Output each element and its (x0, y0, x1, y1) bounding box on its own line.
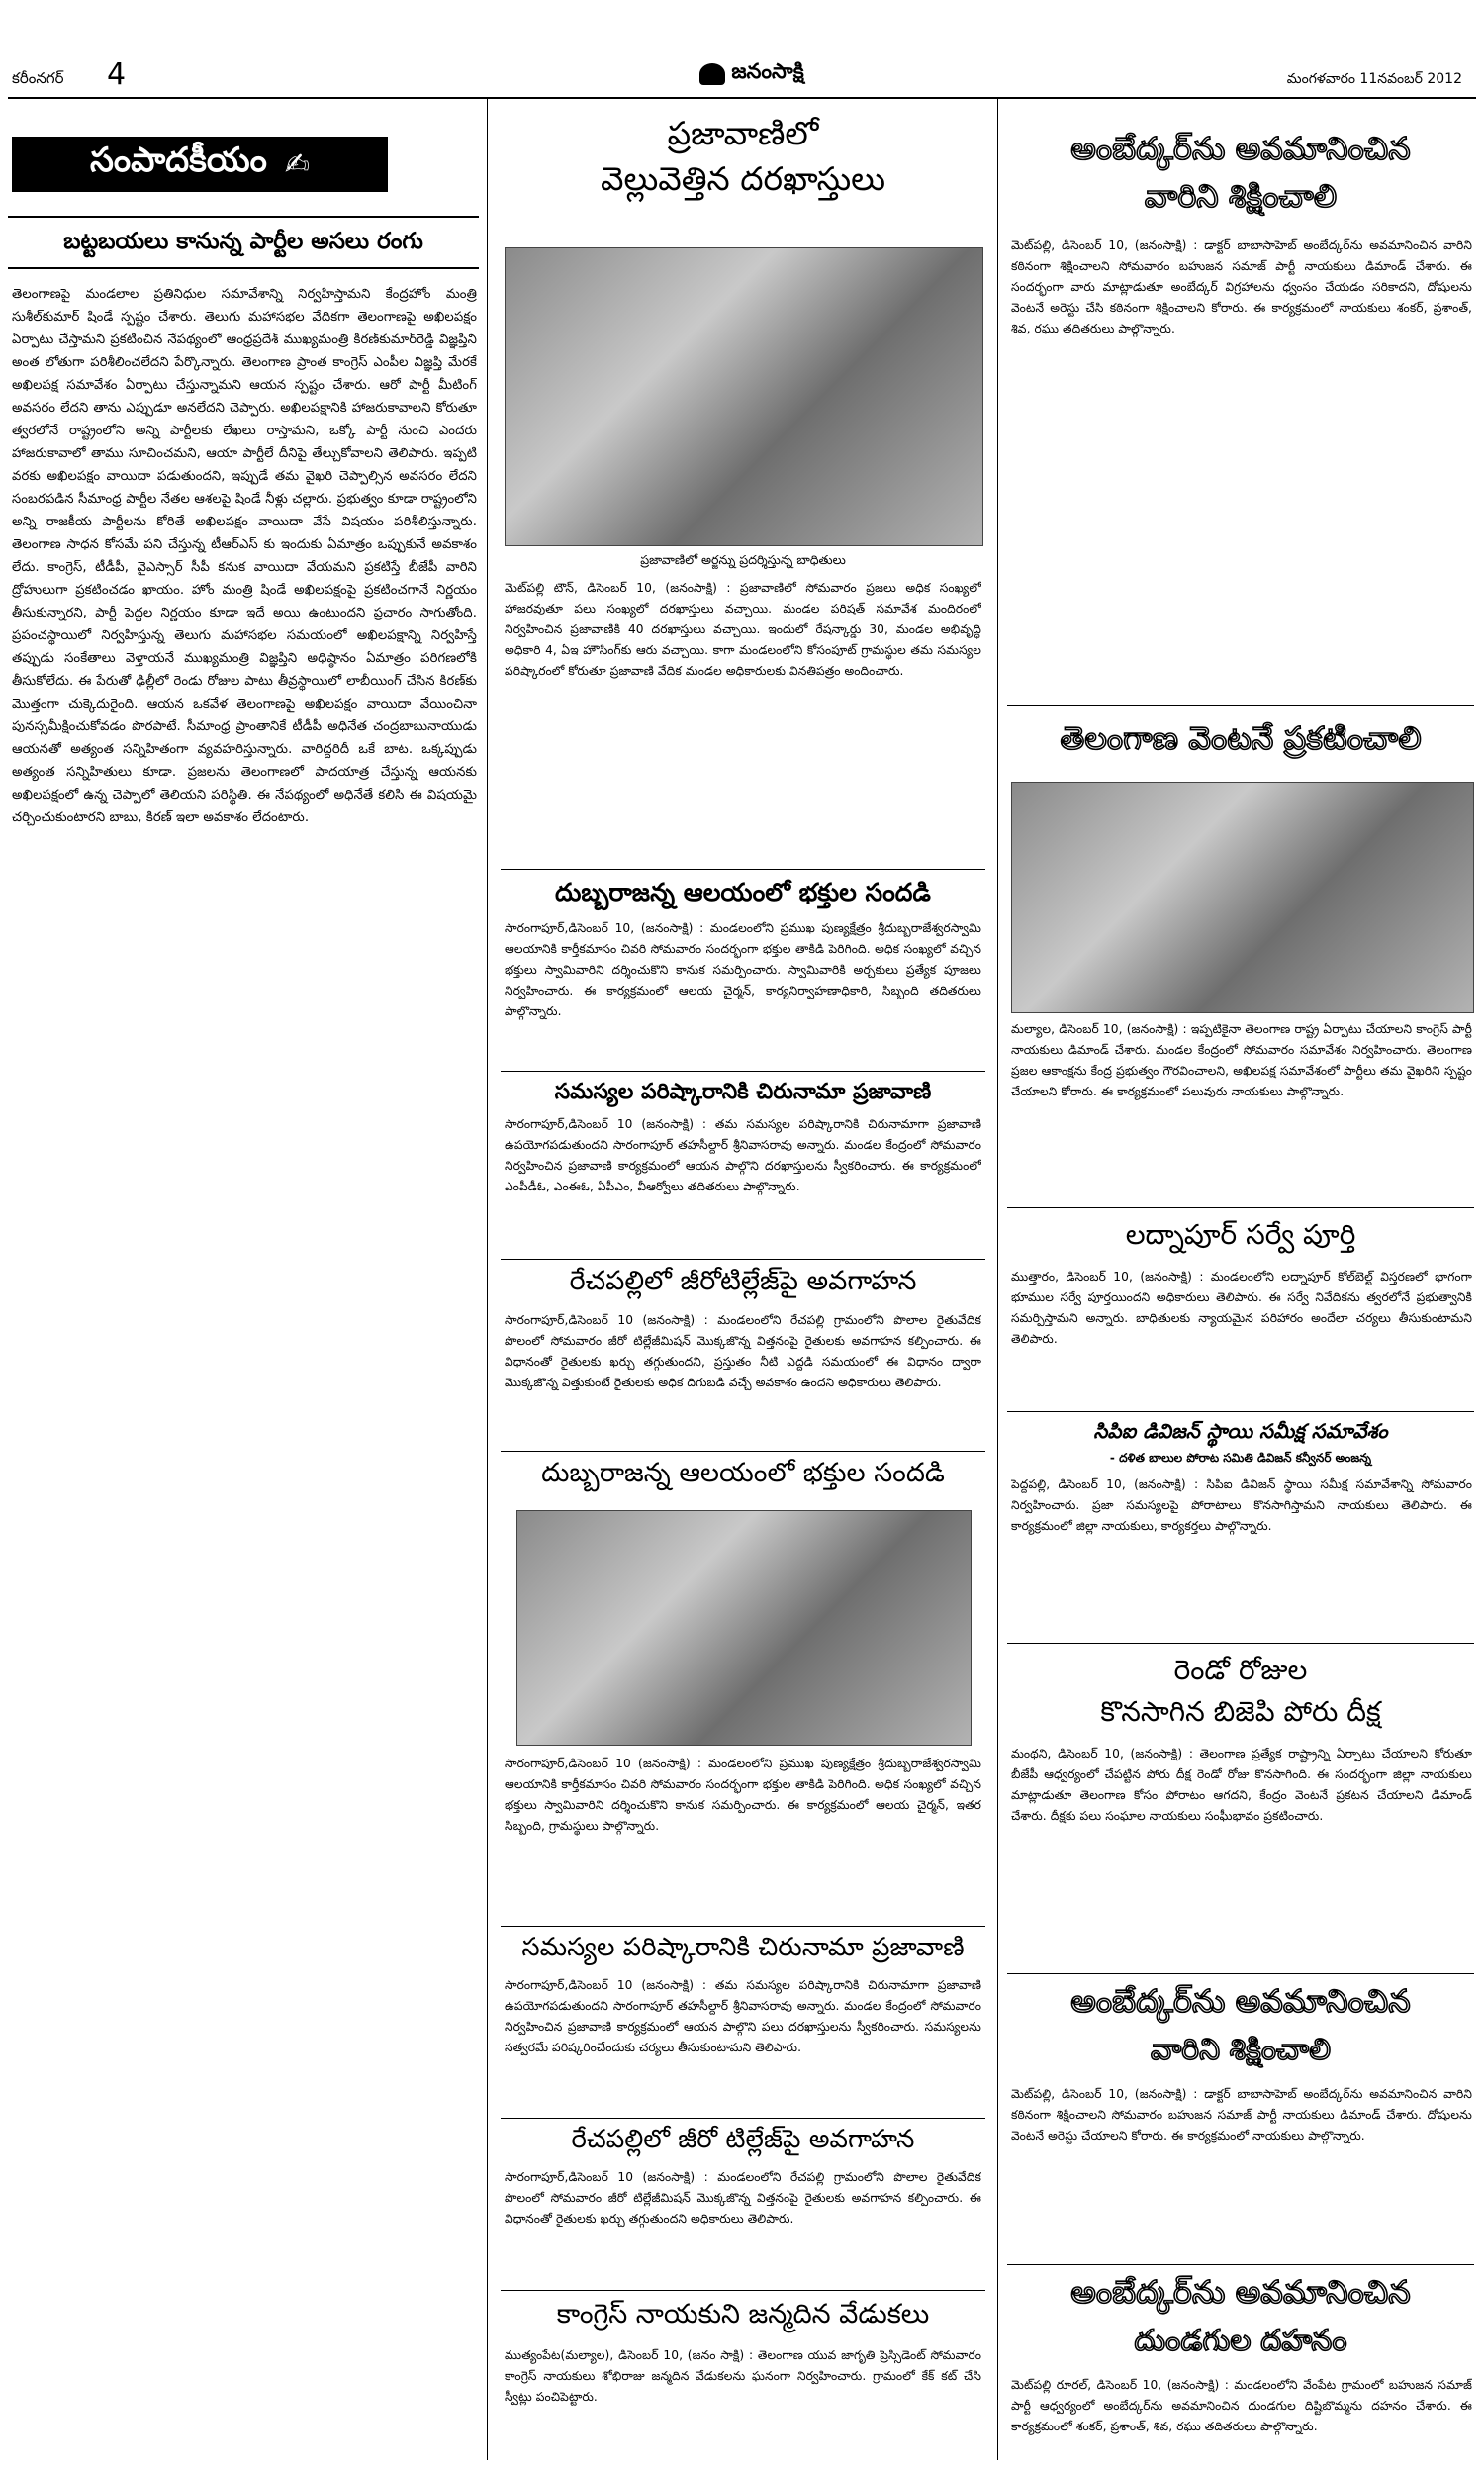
telangana-body: మల్యాల, డిసెంబర్ 10, (జనంసాక్షి) : ఇప్పటికైనా తెలంగాణ రాష్ట్ర ఏర్పాటు చేయాలని కాంగ్రెస్ పార్టీ నాయకులు డిమాండ్ చేశారు. మండల కేంద్రంలో సోమవారం సమావేశం నిర్వహించారు. తెలంగాణ ప్రజల ఆకాంక్షను కేంద్ర ప్రభుత్వం గౌరవించాలని, అఖిలపక్ష సమావేశంలో పార్టీలు తమ వైఖరిని స్పష్టం చేయాలని కోరారు. ఈ కార్యక్రమంలో పలువురు నాయకులు పాల్గొన్నారు. (1011, 1022, 1472, 1098)
divider-1 (501, 869, 985, 870)
prajavani-photo (505, 247, 983, 546)
zerotillage2-headline: రేచపల్లిలో జీరో టిల్లేజ్‌పై అవగాహన (571, 2125, 915, 2154)
dubbarajanna1-body: సారంగాపూర్,డిసెంబర్ 10, (జనంసాక్షి) : మండలంలోని ప్రముఖ పుణ్యక్షేత్రం శ్రీదుబ్బరాజేశ్వరస్వామి ఆలయానికి కార్తీకమాసం చివరి సోమవారం సందర్భంగా భక్తుల తాకిడి పెరిగింది. అధిక సంఖ్యలో వచ్చిన భక్తులు స్వామివారిని దర్శించుకొని కానుక సమర్పించారు. స్వామివారికి అర్చకులు ప్రత్యేక పూజలు నిర్వహించారు. ఈ కార్యక్రమంలో ఆలయ చైర్మన్, కార్యనిర్వాహణాధికారి, సిబ్బంది తదితరులు పాల్గొన్నారు. (505, 921, 981, 1018)
divider-4 (501, 1451, 985, 1452)
divider-r2 (1007, 1207, 1474, 1208)
ambedkar2-headline-line1: అంబేద్కర్‌ను అవమానించిన (1070, 1982, 1411, 2020)
prajavani3-body: సారంగాపూర్,డిసెంబర్ 10 (జనంసాక్షి) : తమ సమస్యల పరిష్కారానికి చిరునామాగా ప్రజావాణి ఉపయోగపడుతుందని సారంగాపూర్ తహసీల్దార్ శ్రీనివాసరావు అన్నారు. మండల కేంద్రంలో సోమవారం నిర్వహించిన ప్రజావాణి కార్యక్రమంలో ఆయన పాల్గొని పలు దరఖాస్తులను స్వీకరించారు. సమస్యలను సత్వరమే పరిష్కరించేందుకు చర్యలు తీసుకుంటామని తెలిపారు. (505, 1978, 981, 2054)
right-column (1003, 99, 1478, 2464)
review-meeting-subhead: - దళిత బాలుల పోరాట సమితి డివిజన్ కన్వీనర్ అంజన్న (1109, 1451, 1372, 1465)
masthead-emblem-icon (699, 63, 725, 85)
zerotillage1-body: సారంగాపూర్,డిసెంబర్ 10 (జనంసాక్షి) : మండలంలోని రేచపల్లి గ్రామంలోని పొలాల రైతువేదిక పొలంలో సోమవారం జీరో టిల్లేజీమిషన్ మొక్కజొన్న విత్తనంపై రైతులకు అవగాహన కల్పించారు. ఈ విధానంతో రైతులకు ఖర్చు తగ్గుతుందని, ప్రస్తుతం నీటి ఎద్దడి సమయంలో ఈ విధానం ద్వారా మొక్కజొన్న విత్తుకుంటే రైతులకు అధిక దిగుబడి వచ్చే అవకాశం ఉందని అధికారులు తెలిపారు. (505, 1313, 981, 1389)
editorial-section (0, 99, 485, 2464)
ambedkar2-headline-line2: వారిని శిక్షించాలి (1150, 2033, 1332, 2067)
ambedkar3-headline-line1: అంబేద్కర్‌ను అవమానించిన (1070, 2273, 1411, 2311)
editorial-rule-top (8, 216, 479, 218)
bjp-deeksha-headline-line1: రెండో రోజుల (1173, 1654, 1308, 1686)
editorial-rule-bottom (8, 267, 479, 269)
edition-label: కరీంనగర్ (12, 69, 64, 87)
pen-icon: ✍ (284, 146, 310, 182)
survey-headline: లద్నాపూర్ సర్వే పూర్తి (1125, 1218, 1356, 1251)
divider-7 (501, 2290, 985, 2291)
ambedkar1-body: మెట్‌పల్లి, డిసెంబర్ 10, (జనంసాక్షి) : డాక్టర్ బాబాసాహెబ్ అంబేద్కర్‌ను అవమానించిన వారిని కఠినంగా శిక్షించాలని సోమవారం బహుజన సమాజ్ పార్టీ నాయకులు డిమాండ్ చేశారు. ఈ సందర్భంగా వారు మాట్లాడుతూ అంబేద్కర్ విగ్రహాలను ధ్వంసం చేయడం సరికాదని, దోషులను వెంటనే అరెస్టు చేసి కఠినంగా శిక్షించాలని కోరారు. ఈ కార్యక్రమంలో నాయకులు శంకర్, ప్రశాంత్, శివ, రఘు తదితరులు పాల్గొన్నారు. (1011, 238, 1472, 335)
prajavani3-headline: సమస్యల పరిష్కారానికి చిరునామా ప్రజావాణి (521, 1933, 965, 1962)
ambedkar3-body: మెట్‌పల్లి రూరల్, డిసెంబర్ 10, (జనంసాక్షి) : మండలంలోని వేంపేట గ్రామంలో బహుజన సమాజ్ పార్టీ ఆధ్వర్యంలో అంబేద్కర్‌ను అవమానించిన దుండగుల దిష్టిబొమ్మను దహనం చేశారు. ఈ కార్యక్రమంలో శంకర్, ప్రశాంత్, శివ, రఘు తదితరులు పాల్గొన్నారు. (1011, 2378, 1472, 2433)
divider-r4 (1007, 1643, 1474, 1644)
editorial-headline: బట్టబయలు కానున్న పార్టీల అసలు రంగు (63, 229, 423, 254)
dubbarajanna2-body: సారంగాపూర్,డిసెంబర్ 10 (జనంసాక్షి) : మండలంలోని ప్రముఖ పుణ్యక్షేత్రం శ్రీదుబ్బరాజేశ్వరస్వామి ఆలయానికి కార్తీకమాసం చివరి సోమవారం సందర్భంగా భక్తుల తాకిడి పెరిగింది. అధిక సంఖ్యలో వచ్చిన భక్తులు స్వామివారిని దర్శించుకొని కానుక సమర్పించారు. ఈ కార్యక్రమంలో ఆలయ చైర్మన్, ఇతర సిబ్బంది, గ్రామస్థులు పాల్గొన్నారు. (505, 1757, 981, 1833)
review-meeting-headline: సిపిఐ డివిజన్ స్థాయి సమీక్ష సమావేశం (1093, 1419, 1388, 1443)
dubbarajanna2-headline: దుబ్బరాజన్న ఆలయంలో భక్తుల సందడి (541, 1458, 945, 1488)
column-divider-left (487, 99, 488, 2460)
divider-2 (501, 1071, 985, 1072)
prajavani1-headline-line1: ప్రజావాణిలో (667, 114, 819, 152)
telangana-headline: తెలంగాణ వెంటనే ప్రకటించాలి (1060, 719, 1422, 757)
editorial-label-box (12, 137, 388, 192)
zerotillage2-body: సారంగాపూర్,డిసెంబర్ 10 (జనంసాక్షి) : మండలంలోని రేచపల్లి గ్రామంలోని పొలాల రైతువేదిక పొలంలో సోమవారం జీరో టిల్లేజీమిషన్ మొక్కజొన్న విత్తనంపై రైతులకు అవగాహన కల్పించారు. ఈ విధానంతో రైతులకు ఖర్చు తగ్గుతుందని అధికారులు తెలిపారు. (505, 2170, 981, 2226)
prajavani1-body: మెట్‌పల్లి టౌన్, డిసెంబర్ 10, (జనంసాక్షి) : ప్రజావాణిలో సోమవారం ప్రజలు అధిక సంఖ్యలో హాజరవుతూ పలు సంఖ్యలో దరఖాస్తులు వచ్చాయి. మండల పరిషత్ సమావేశ మందిరంలో నిర్వహించిన ప్రజావాణికి 40 దరఖాస్తులు వచ్చాయి. ఇందులో రేషన్కార్డు 30, మండల అభివృద్ధి అధికారి 4, ఏఇ హౌసింగ్‌కు ఆరు వచ్చాయి. కాగా మండలంలోని కోసంపూట్ గ్రామస్థుల తమ సమస్యల పరిష్కారంలో కోరుతూ ప్రజావాణి వేదిక మండల అధికారులకు వినతిపత్రం అందించారు. (505, 581, 981, 678)
prajavani1-caption: ప్రజావాణిలో అర్జన్ను ప్రదర్శిస్తున్న బాధితులు (640, 552, 846, 567)
dubbarajanna1-headline: దుబ్బరాజన్న ఆలయంలో భక్తుల సందడి (555, 878, 931, 906)
column-divider-right (997, 99, 998, 2460)
divider-3 (501, 1259, 985, 1260)
editorial-body: తెలంగాణపై మండలాల ప్రతినిధుల సమావేశాన్ని నిర్వహిస్తామని కేంద్రహోం మంత్రి సుశీల్‌కుమార్ షిండే స్పష్టం చేశారు. తెలుగు మహాసభల వేదికగా తెలంగాణపై అఖిలపక్షం ఏర్పాటు చేస్తామని ప్రకటించిన నేపథ్యంలో ఆంధ్రప్రదేశ్ ముఖ్యమంత్రి కిరణ్‌కుమార్‌రెడ్డి విజ్ఞప్తిని అంత లోతుగా పరిశీలించలేదని పేర్కొన్నారు. తెలంగాణ ప్రాంత కాంగ్రెస్ ఎంపీల విజ్ఞప్తి మేరకే అఖిలపక్ష సమావేశం ఏర్పాటు చేస్తున్నామని ఆయన స్పష్టం చేశారు. ఆరో పార్టీ మీటింగ్ అవసరం లేదని తాను ఎప్పుడూ అనలేదని చెప్పారు. అఖిలపక్షానికి హాజరుకావాలని కోరుతూ త్వరలోనే రాష్ట్రంలోని అన్ని పార్టీలకు లేఖలు రాస్తామని, ఒక్కో పార్టీ నుంచి ఎందరు హాజరుకావాలో తాము సూచించమని, ఆయా పార్టీలే దీనిపై తేల్చుకోవాలని తెలిపారు. ఇప్పటి వరకు అఖిలపక్షం వాయిదా పడుతుందని, ఇప్పుడే తమ వైఖరి చెప్పాల్సిన అవసరం లేదని సంబరపడిన సీమాంధ్ర పార్టీల నేతల ఆశలపై షిండే నీళ్లు చల్లారు. ప్రభుత్వం కూడా రాష్ట్రంలోని అన్ని రాజకీయ పార్టీలను కోరితే అఖిలపక్షం వాయిదా వేసే విషయం పరిశీలిస్తున్నారు. తెలంగాణ సాధన కోసమే పని చేస్తున్న టీఆర్ఎస్ కు ఇందుకు ఏమాత్రం ఒప్పుకునే అవకాశం లేదు. కాంగ్రెస్, టీడీపీ, వైఎస్సార్ సీపీ కనుక వాయిదా వేయమని ప్రకటిస్తే బీజేపీ వారిని ద్రోహులుగా ప్రకటించడం ఖాయం. హోం మంత్రి షిండే అఖిలపక్షంపై ప్రకటించగానే నిర్ణయం తీసుకున్నారని, పార్టీ పెద్దల నిర్ణయం కూడా ఇదే అయి ఉంటుందని ప్రచారం సాగుతోంది. ప్రపంచస్థాయిలో నిర్వహిస్తున్న తెలుగు మహాసభల సమయంలో అఖిలపక్షాన్ని నిర్వహిస్తే తప్పుడు సంకేతాలు వెళ్తాయనే ముఖ్యమంత్రి విజ్ఞప్తిని అధిష్ఠానం ఏమాత్రం పరిగణలోకి తీసుకోలేదు. ఈ పేరుతో ఢిల్లీలో రెండు రోజుల పాటు తీవ్రస్థాయిలో లాబీయింగ్ చేసిన కిరణ్‌కు మొత్తంగా చుక్కెదురైంది. ఆయన ఒకవేళ తెలంగాణపై అఖిలపక్షం వాయిదా వేయించినా పునస్సమీక్షించుకోవడం పొరపాటే. సీమాంధ్ర ప్రాంతానికే టీడీపీ అధినేత చంద్రబాబునాయుడు ఆయనతో అత్యంత సన్నిహితంగా వ్యవహరిస్తున్నారు. వారిద్దరిదీ ఒకే బాట. ఒక్కప్పుడు అత్యంత సన్నిహితులు కూడా. ప్రజలను తెలంగాణలో పాదయాత్ర చేస్తున్న ఆయనకు అఖిలపక్షంలో ఉన్న చెప్పాలో తెలియని పరిస్థితి. ఈ నేపథ్యంలో అధినేతే కలిసి ఈ విషయమై చర్చించుకుంటారని బాబు, కిరణ్ ఇలా అవకాశం లేదంటారు. (12, 287, 477, 825)
ambedkar2-body: మెట్‌పల్లి, డిసెంబర్ 10, (జనంసాక్షి) : డాక్టర్ బాబాసాహెబ్ అంబేద్కర్‌ను అవమానించిన వారిని కఠినంగా శిక్షించాలని సోమవారం బహుజన సమాజ్ పార్టీ నాయకులు డిమాండ్ చేశారు. దోషులను వెంటనే అరెస్టు చేయాలని కోరారు. ఈ కార్యక్రమంలో నాయకులు పాల్గొన్నారు. (1011, 2087, 1472, 2142)
masthead-title: జనంసాక్షి (731, 59, 804, 83)
prajavani1-headline-line2: వెల్లువెత్తిన దరఖాస్తులు (601, 159, 885, 198)
divider-5 (501, 1926, 985, 1927)
zerotillage1-headline: రేచపల్లిలో జీరోటిల్లేజ్‌పై అవగాహన (569, 1266, 917, 1296)
ambedkar3-headline-line2: దుండగుల దహనం (1134, 2324, 1347, 2358)
prajavani2-body: సారంగాపూర్,డిసెంబర్ 10 (జనంసాక్షి) : తమ సమస్యల పరిష్కారానికి చిరునామాగా ప్రజావాణి ఉపయోగపడుతుందని సారంగాపూర్ తహసీల్దార్ శ్రీనివాసరావు అన్నారు. మండల కేంద్రంలో సోమవారం నిర్వహించిన ప్రజావాణి కార్యక్రమంలో ఆయన పాల్గొని దరఖాస్తులను స్వీకరించారు. ఈ కార్యక్రమంలో ఎంపీడీఓ, ఎంఈఓ, ఏపీఎం, వీఆర్వోలు తదితరులు పాల్గొన్నారు. (505, 1117, 981, 1193)
congress-birthday-headline: కాంగ్రెస్ నాయకుని జన్మదిన వేడుకలు (556, 2299, 930, 2330)
survey-body: ముత్తారం, డిసెంబర్ 10, (జనంసాక్షి) : మండలంలోని లద్నాపూర్ కోల్‌బెల్ట్ విస్తరణలో భాగంగా భూముల సర్వే పూర్తయిందని అధికారులు తెలిపారు. ఈ సర్వే నివేదికను త్వరలోనే ప్రభుత్వానికి సమర్పిస్తామని అన్నారు. బాధితులకు న్యాయమైన పరిహారం అందేలా చర్యలు తీసుకుంటామని తెలిపారు. (1011, 1270, 1472, 1346)
review-meeting-body: పెద్దపల్లి, డిసెంబర్ 10, (జనంసాక్షి) : సిపిఐ డివిజన్ స్థాయి సమీక్ష సమావేశాన్ని సోమవారం నిర్వహించారు. ప్రజా సమస్యలపై పోరాటాలు కొనసాగిస్తామని నాయకులు తెలిపారు. ఈ కార్యక్రమంలో జిల్లా నాయకులు, కార్యకర్తలు పాల్గొన్నారు. (1011, 1477, 1472, 1533)
page-number: 4 (107, 57, 127, 92)
dubbarajanna-photo (516, 1510, 972, 1746)
congress-birthday-body: ముత్యంపేట(మల్యాల), డిసెంబర్ 10, (జనం సాక్షి) : తెలంగాణ యువ జాగృతి ప్రెస్సిడెంట్ సోమవారం కాంగ్రెస్ నాయకులు శోభిరాజు జన్మదిన వేడుకలను ఘనంగా నిర్వహించారు. గ్రామంలో కేక్ కట్ చేసి స్వీట్లు పంచిపెట్టారు. (505, 2348, 981, 2404)
ambedkar1-headline-line2: వారిని శిక్షించాలి (1144, 177, 1338, 215)
divider-6 (501, 2118, 985, 2119)
issue-date: మంగళవారం 11నవంబర్ 2012 (1286, 71, 1462, 87)
telangana-photo (1011, 782, 1474, 1013)
editorial-label: సంపాదకీయం (89, 141, 267, 180)
bjp-deeksha-body: మంథని, డిసెంబర్ 10, (జనంసాక్షి) : తెలంగాణ ప్రత్యేక రాష్ట్రాన్ని ఏర్పాటు చేయాలని కోరుతూ బీజేపీ ఆధ్వర్యంలో చేపట్టిన పోరు దీక్ష రెండో రోజు కొనసాగింది. ఈ సందర్భంగా జిల్లా నాయకులు మాట్లాడుతూ తెలంగాణ కోసం పోరాటం ఆగదని, కేంద్రం వెంటనే ప్రకటన చేయాలని డిమాండ్ చేశారు. దీక్షకు పలు సంఘాల నాయకులు సంఘీభావం ప్రకటించారు. (1011, 1747, 1472, 1823)
prajavani2-headline: సమస్యల పరిష్కారానికి చిరునామా ప్రజావాణి (554, 1080, 932, 1104)
bjp-deeksha-headline-line2: కొనసాగిన బిజెపి పోరు దీక్ష (1100, 1695, 1381, 1728)
divider-r3 (1007, 1411, 1474, 1412)
center-column (493, 99, 993, 2464)
divider-r5 (1007, 1973, 1474, 1974)
masthead-logo (663, 59, 841, 89)
divider-r1 (1007, 705, 1474, 706)
ambedkar1-headline-line1: అంబేద్కర్‌ను అవమానించిన (1070, 130, 1411, 167)
divider-r6 (1007, 2264, 1474, 2265)
